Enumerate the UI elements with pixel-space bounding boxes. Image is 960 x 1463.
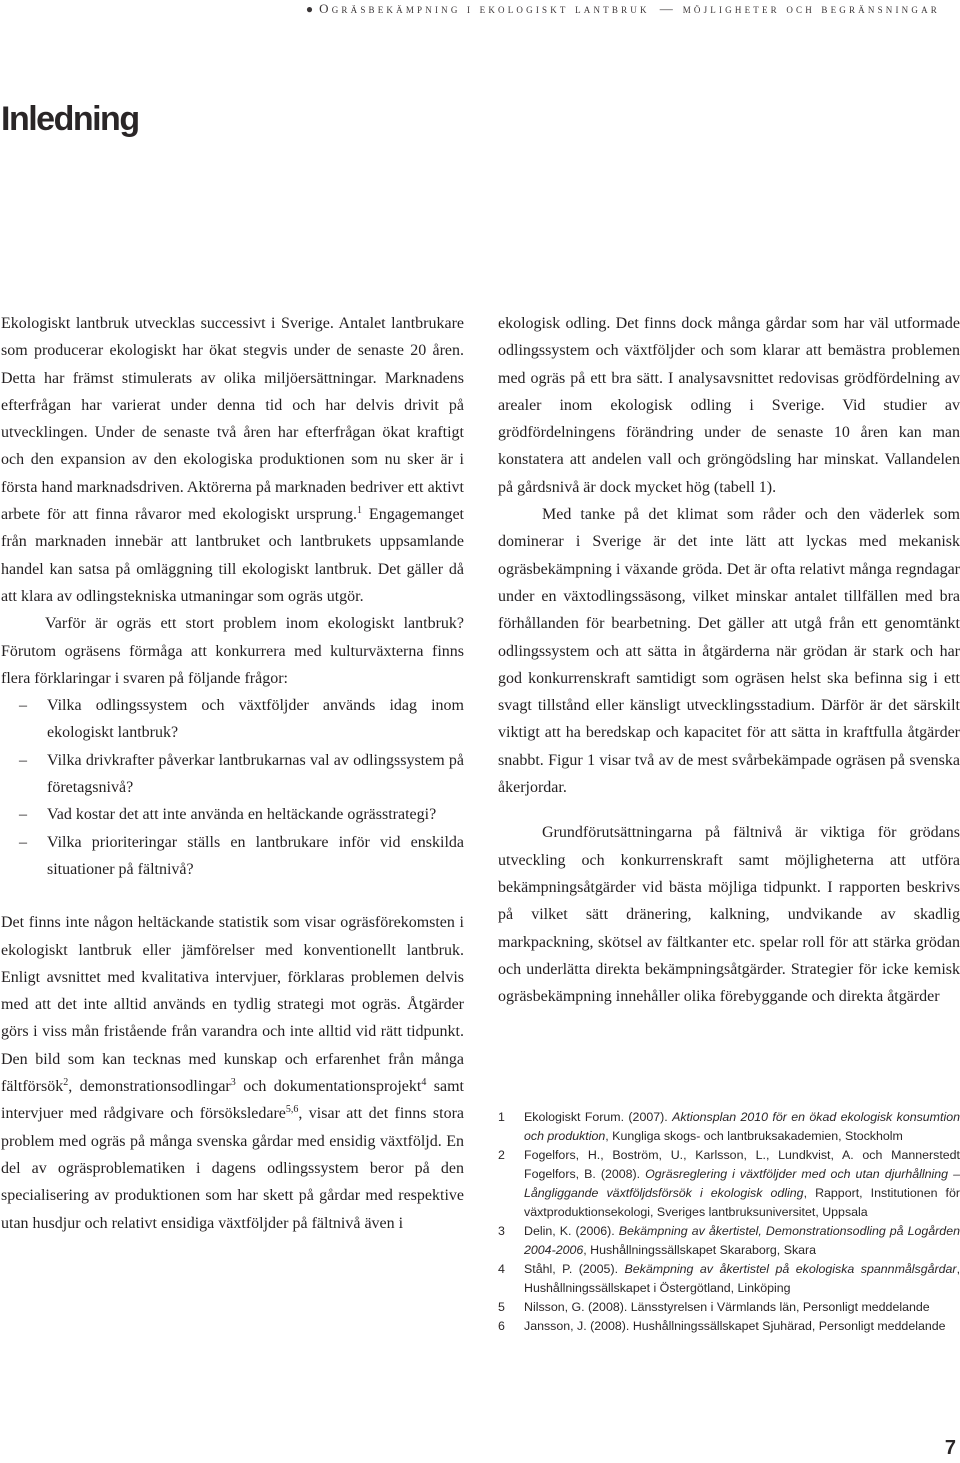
list-item-text: Vilka drivkrafter påverkar lantbrukarnas val av odlingssystem på företagsnivå? [47, 751, 464, 797]
footnote-number: 1 [498, 1110, 505, 1124]
statistics-text: Det finns inte någon heltäckande statistik som visar ogräsförekomsten i ekologiskt lantbruk eller jämförelser med konventionellt lantbruk. Enligt avsnittet med kvalitativa intervjuer, förklaras problemen delvis med att det inte alltid används en tydlig strategi mot ogräs. Åtgärder görs i viss mån fristående från varandra och inte alltid vid rätt tidpunkt. Den bild som kan tecknas med kunskap och erfarenhet från många fältförsök [1, 914, 464, 1096]
running-header [306, 1, 940, 17]
footnote-ref-1[interactable]: 1 [357, 505, 363, 517]
list-item-text: Vad kostar det att inte använda en heltäckande ogrässtrategi? [47, 806, 437, 824]
footnote-ref-5-6[interactable]: 5,6 [285, 1104, 299, 1116]
field-conditions-paragraph: Grundförutsättningarna på fältnivå är viktiga för grödans utveckling och konkurrenskraft samt möjligheterna att utföra bekämpningsåtgärder vid bästa möjliga tidpunkt. I rapporten beskrivs på vilket sätt dränering, kalkning, undvikande av skadlig markpackning, skötsel av fältkanter etc. spelar roll för att stärka grödan och underlätta direkta bekämpningsåtgärder. Strategier för icke kemisk ogräsbekämpning innehåller olika förebyggande och direkta åtgärder [498, 824, 960, 1006]
footnote-text: Nilsson, G. (2008). Länsstyrelsen i Värmlands län, Personligt meddelande [524, 1300, 930, 1314]
intro-paragraph [1, 310, 464, 610]
footnote-text: , Rapport, Institutionen för växtproduktionsekologi, Sveriges lantbruksuniversitet, Uppsala [524, 1186, 960, 1219]
list-item [1, 747, 464, 802]
footnote-item [498, 1146, 960, 1222]
right-column [498, 310, 960, 1010]
footnote-number: 4 [498, 1262, 505, 1276]
dash-icon: – [19, 697, 27, 715]
dash-separator: — [659, 1, 673, 16]
footnote-item [498, 1317, 960, 1336]
page-title: Inledning [1, 100, 139, 138]
footnote-title: Bekämpning av åkertistel på ekologiska spannmålsgårdar [624, 1262, 957, 1276]
footnote-number: 6 [498, 1319, 505, 1333]
list-item-text: Vilka prioriteringar ställs en lantbrukare inför vid enskilda situationer på fältnivå? [47, 833, 464, 878]
statistics-paragraph [1, 909, 464, 1237]
footnote-ref-4[interactable]: 4 [421, 1077, 427, 1089]
list-item [1, 801, 464, 828]
intro-text-cont: Engagemanget från marknaden innebär att lantbruket och lantbrukets uppsamlande handel kan satsa på omläggning till ekologiskt lantbruk. Det gäller då att klara av odlingstekniska utmaningar som ogräs utgör. [1, 506, 464, 605]
statistics-text: och dokumentationsprojekt [235, 1078, 422, 1096]
climate-paragraph: Med tanke på det klimat som råder och den väderlek som dominerar i Sverige är det inte lätt att lyckas med mekanisk ogräsbekämpning i växande gröda. Det är ofta relativt många regndagar under en växtodlingssäsong, vilket minskar antalet tillfällen med bra förhållanden för bearbetning. Det gäller att utgå från ett genomtänkt odlingssystem och att sätta in åtgärderna när grödan är stark och har god konkurrenskraft samtidigt som ogräsen helst ska befinna sig i ett svagt tillstånd eller känsligt utvecklingsstadium. Därför är det särskilt viktigt att ha beredskap och kapacitet för att sätta in kraftfulla åtgärder snabbt. Figur 1 visar två av de mest svårbekämpade ogräsen på svenska åkerjordar. [498, 506, 960, 797]
left-column [1, 310, 464, 1237]
footnote-text: , Kungliga skogs- och lantbruksakademien, Stockholm [605, 1129, 903, 1143]
list-item [1, 692, 464, 747]
footnote-number: 2 [498, 1148, 505, 1162]
footnote-item [498, 1298, 960, 1317]
footnote-text: Delin, K. (2006). [524, 1224, 619, 1238]
footnote-ref-2[interactable]: 2 [63, 1077, 69, 1089]
footnote-number: 5 [498, 1300, 505, 1314]
footnote-number: 3 [498, 1224, 505, 1238]
footnote-text: Fogelfors, H., Boström, U., Karlsson, L., Lundkvist, A. och Mannerstedt Fogelfors, B. (2008). [524, 1148, 960, 1181]
footnote-title: Aktionsplan 2010 för en ökad ekologisk konsumtion och produktion [524, 1110, 960, 1143]
statistics-text: , visar att det finns stora problem med ogräs på många svenska gårdar med ensidig växtföljd. En del av ogräsproblematiken i dagens odlingssystem beror på den specialisering av produktionen som har skett på gårdar med respektive utan husdjur och relativt ensidiga växtföljder på fältnivå även i [1, 1105, 465, 1232]
statistics-text: , demonstrationsodlingar [68, 1078, 231, 1096]
footnotes [498, 1108, 960, 1336]
footnote-item [498, 1260, 960, 1298]
page-number: 7 [944, 1437, 956, 1459]
running-subtitle: möjligheter och begränsningar [682, 1, 940, 16]
footnote-text: , Hushållningssällskapet i Östergötland, Linköping [524, 1262, 960, 1295]
footnote-item [498, 1108, 960, 1146]
question-paragraph: Varför är ogräs ett stort problem inom ekologiskt lantbruk? Förutom ogräsens förmåga att konkurrera med kulturväxterna finns flera förklaringar i svaren på följande frågor: [1, 615, 464, 687]
list-item-text: Vilka odlingssystem och växtföljder används idag inom ekologiskt lantbruk? [47, 697, 464, 742]
footnote-text: , Hushållningssällskapet Skaraborg, Skara [583, 1243, 817, 1257]
running-title: Ogräsbekämpning i ekologiskt lantbruk [319, 1, 650, 16]
dash-icon: – [19, 833, 27, 851]
statistics-text: samt intervjuer med rådgivare och försöksledare [1, 1078, 464, 1123]
bullet-icon: ● [305, 2, 314, 16]
intro-text: Ekologiskt lantbruk utvecklas successivt i Sverige. Antalet lantbrukare som producerar ekologiskt har ökat stegvis under de senaste 20 åren. Detta har främst stimulerats av olika miljöersättningar. Marknadens efterfrågan har varierat under denna tid och har delvis drivit på utvecklingen. Under de senaste två åren har efterfrågan ökat kraftigt och den expansion av den ekologiska produktionen som nu sker är i första hand marknadsdriven. Aktörerna på marknaden bedriver ett aktivt arbete för att finna råvaror med ekologiskt ursprung. [1, 315, 464, 524]
footnote-text: Jansson, J. (2008). Hushållningssällskapet Sjuhärad, Personligt meddelande [524, 1319, 946, 1333]
footnote-text: Ståhl, P. (2005). [524, 1262, 625, 1276]
dash-icon: – [19, 751, 27, 769]
list-item [1, 829, 464, 884]
question-list [1, 692, 464, 883]
footnote-ref-3[interactable]: 3 [230, 1077, 236, 1089]
footnote-item [498, 1222, 960, 1260]
dash-icon: – [19, 806, 27, 824]
footnote-text: Ekologiskt Forum. (2007). [524, 1110, 673, 1124]
footnote-title: Bekämpning av åkertistel, Demonstrationsodling på Logården 2004-2006 [524, 1224, 960, 1257]
footnote-title: Ogräsreglering i växtföljder med och utan djurhållning – Långliggande växtföljdsförsök i ekologisk odling [524, 1167, 960, 1200]
continuation-paragraph: ekologisk odling. Det finns dock många gårdar som har väl utformade odlingssystem och växtföljder och som klarar att bemästra problemen med ogräs på ett bra sätt. I analysavsnittet redovisas grödfördelning av arealer inom ekologisk odling i Sverige. Vid studier av grödfördelningens förändring under de senaste 10 åren kan man konstatera att andelen vall och gröngödsling har minskat. Vallandelen på gårdsnivå är dock mycket hög (tabell 1). [498, 315, 960, 496]
